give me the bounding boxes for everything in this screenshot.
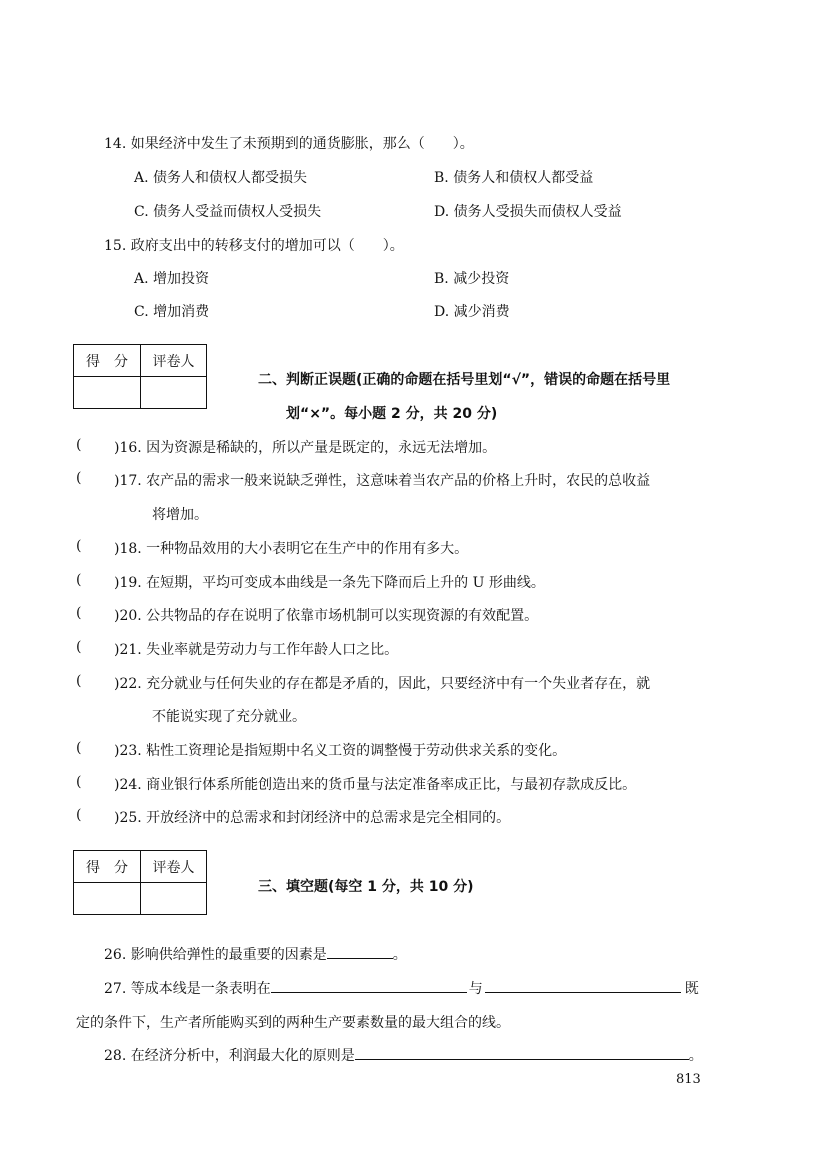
paren-22[interactable]: ( xyxy=(76,673,82,689)
q15-option-d: D. 减少消费 xyxy=(434,304,510,320)
paren-24[interactable]: ( xyxy=(76,774,82,790)
q15-option-b: B. 减少投资 xyxy=(434,271,510,287)
score-cell[interactable] xyxy=(74,883,141,915)
q26-blank[interactable] xyxy=(327,944,393,959)
q28 xyxy=(104,1045,703,1065)
judgement-item-22: )22. 充分就业与任何失业的存在都是矛盾的，因此，只要经济中有一个失业者存在，就 xyxy=(114,676,651,692)
q26-text: 26. 影响供给弹性的最重要的因素是 xyxy=(104,947,327,963)
judgement-item-24: )24. 商业银行体系所能创造出来的货币量与法定准备率成正比，与最初存款成反比。 xyxy=(114,777,637,793)
q28-blank[interactable] xyxy=(355,1045,689,1060)
page-number: 813 xyxy=(676,1072,701,1087)
judgement-item-23: )23. 粘性工资理论是指短期中名义工资的调整慢于劳动供求关系的变化。 xyxy=(114,743,567,759)
q15-option-c: C. 增加消费 xyxy=(134,304,210,320)
paren-16[interactable]: ( xyxy=(76,437,82,453)
judgement-item-17: )17. 农产品的需求一般来说缺乏弹性，这意味着当农产品的价格上升时，农民的总收益 xyxy=(114,473,651,489)
q28-end: 。 xyxy=(688,1048,703,1064)
judgement-item-20: )20. 公共物品的存在说明了依靠市场机制可以实现资源的有效配置。 xyxy=(114,608,539,624)
q27 xyxy=(104,978,699,998)
q15-option-a: A. 增加投资 xyxy=(134,271,210,287)
grader-cell[interactable] xyxy=(141,883,207,915)
q15-stem: 15. 政府支出中的转移支付的增加可以（ ）。 xyxy=(104,238,404,254)
judgement-item-25: )25. 开放经济中的总需求和封闭经济中的总需求是完全相同的。 xyxy=(114,810,511,826)
q27-blank-2[interactable] xyxy=(485,978,681,993)
score-label: 得 分 xyxy=(74,345,141,377)
section2-title-line1: 二、判断正误题(正确的命题在括号里划“√”，错误的命题在括号里 xyxy=(258,372,671,388)
paren-21[interactable]: ( xyxy=(76,639,82,655)
q28-text: 28. 在经济分析中，利润最大化的原则是 xyxy=(104,1048,355,1064)
paren-19[interactable]: ( xyxy=(76,572,82,588)
judgement-item-17-cont: 将增加。 xyxy=(152,507,208,523)
q27-blank-1[interactable] xyxy=(271,978,467,993)
score-cell[interactable] xyxy=(74,377,141,409)
judgement-item-19: )19. 在短期，平均可变成本曲线是一条先下降而后上升的 U 形曲线。 xyxy=(114,575,545,591)
q14-option-d: D. 债务人受损失而债权人受益 xyxy=(434,204,622,220)
q14-option-b: B. 债务人和债权人都受益 xyxy=(434,170,594,186)
section2-title-line2: 划“×”。每小题 2 分，共 20 分) xyxy=(286,406,498,422)
q27-and: 与 xyxy=(468,981,483,997)
q27-cont: 定的条件下，生产者所能购买到的两种生产要素数量的最大组合的线。 xyxy=(76,1015,510,1031)
q14-option-c: C. 债务人受益而债权人受损失 xyxy=(134,204,322,220)
grader-label: 评卷人 xyxy=(141,345,207,377)
judgement-item-18: )18. 一种物品效用的大小表明它在生产中的作用有多大。 xyxy=(114,541,469,557)
section3-title: 三、填空题(每空 1 分，共 10 分) xyxy=(258,879,474,895)
score-box-2 xyxy=(73,850,207,915)
q26-end: 。 xyxy=(392,947,407,963)
judgement-item-21: )21. 失业率就是劳动力与工作年龄人口之比。 xyxy=(114,642,399,658)
paren-23[interactable]: ( xyxy=(76,740,82,756)
grader-label: 评卷人 xyxy=(141,851,207,883)
q27-end: 既 xyxy=(684,981,699,997)
paren-17[interactable]: ( xyxy=(76,470,82,486)
grader-cell[interactable] xyxy=(141,377,207,409)
q27-text: 27. 等成本线是一条表明在 xyxy=(104,981,271,997)
q26 xyxy=(104,944,407,964)
q14-option-a: A. 债务人和债权人都受损失 xyxy=(134,170,308,186)
judgement-item-22-cont: 不能说实现了充分就业。 xyxy=(152,709,306,725)
paren-20[interactable]: ( xyxy=(76,605,82,621)
judgement-item-16: )16. 因为资源是稀缺的，所以产量是既定的，永远无法增加。 xyxy=(114,440,497,456)
q14-stem: 14. 如果经济中发生了未预期到的通货膨胀，那么（ ）。 xyxy=(104,136,474,152)
score-label: 得 分 xyxy=(74,851,141,883)
paren-25[interactable]: ( xyxy=(76,807,82,823)
paren-18[interactable]: ( xyxy=(76,538,82,554)
score-box xyxy=(73,344,207,409)
